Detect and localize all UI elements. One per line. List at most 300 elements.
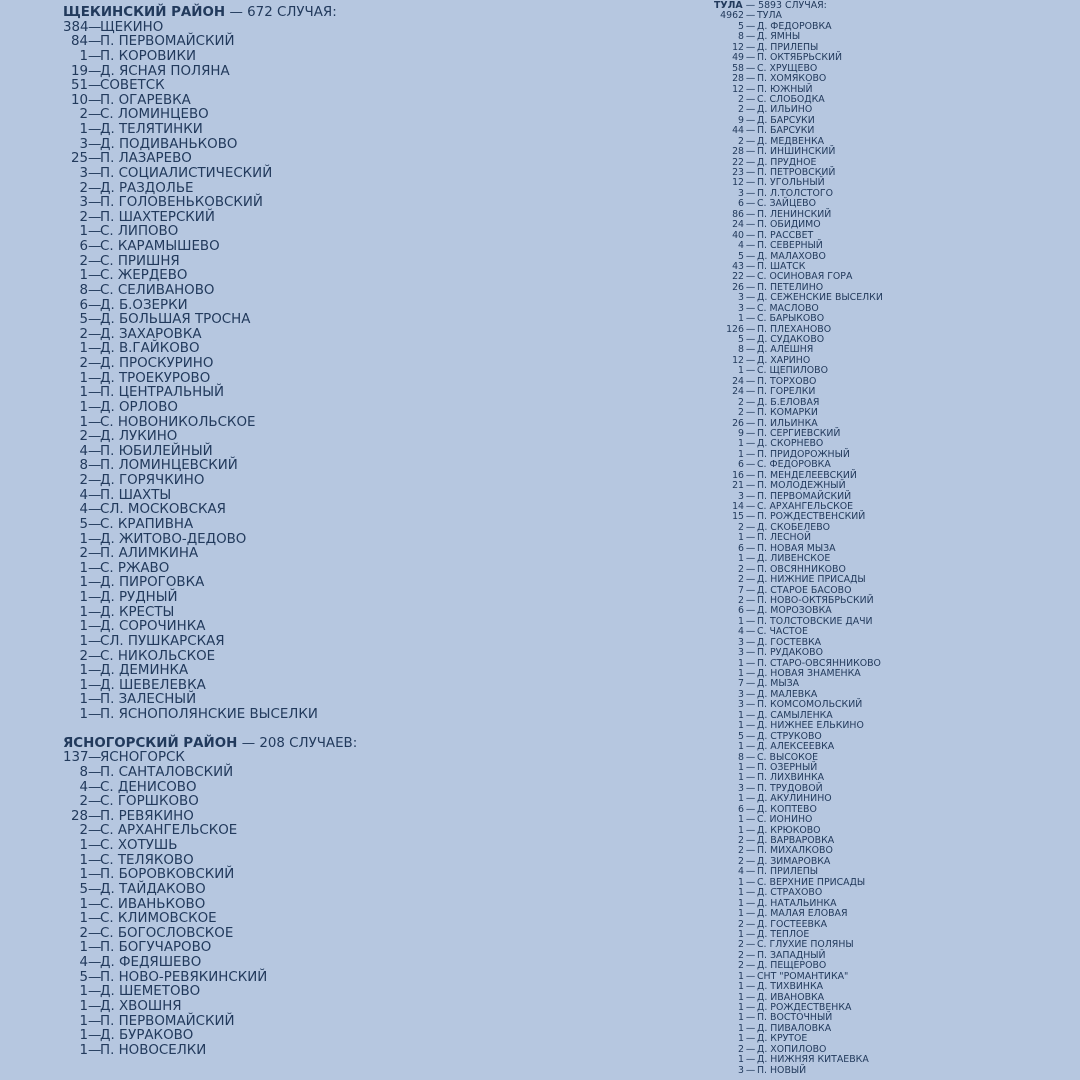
dash-separator: — (88, 619, 102, 635)
dash-separator: — (745, 928, 756, 940)
case-count: 2 (79, 794, 88, 810)
case-count: 1 (738, 897, 744, 909)
dash-separator: — (88, 808, 102, 824)
case-count: 3 (738, 782, 744, 794)
case-entry-row (63, 1044, 357, 1059)
case-entry-row (63, 416, 357, 431)
case-entry-row (63, 912, 357, 927)
place-name: Д. РАЗДОЛЬЕ (100, 180, 194, 196)
case-entry-row (63, 518, 357, 533)
case-count: 1 (738, 553, 744, 565)
case-entry-row (63, 269, 357, 284)
case-count: 2 (738, 845, 744, 857)
case-entry-row (714, 241, 883, 251)
dash-separator: — (745, 334, 756, 345)
place-name: П. УГОЛЬНЫЙ (757, 177, 825, 189)
dash-separator: — (745, 302, 756, 314)
place-name: П. ПЕРВОМАЙСКИЙ (757, 490, 852, 502)
section-title: ТУЛА (714, 0, 743, 11)
dash-separator: — (88, 502, 102, 518)
case-count: 1 (79, 896, 88, 912)
dash-separator: — (745, 208, 756, 220)
dash-separator: — (745, 427, 756, 439)
place-name: П. ОЗЕРНЫЙ (757, 761, 818, 773)
case-count: 1 (79, 1013, 88, 1029)
case-count: 16 (732, 469, 744, 481)
case-entry-row (63, 810, 357, 825)
place-name: П. ХОМЯКОВО (757, 73, 827, 85)
case-count: 3 (738, 292, 744, 304)
dash-separator: — (88, 151, 102, 167)
case-entry-row (63, 839, 357, 854)
place-name: С. ЖЕРДЕВО (100, 268, 188, 284)
place-name: П. ЛЕНИНСКИЙ (757, 208, 832, 220)
case-entry-row (63, 751, 357, 766)
case-entry-row (63, 430, 357, 445)
case-count: 1 (79, 399, 88, 415)
place-name: П. БАРСУКИ (757, 125, 815, 137)
district-section (714, 1, 883, 1076)
dash-separator: — (745, 250, 756, 262)
case-entry-row (63, 620, 357, 635)
place-name: С. ГОРШКОВО (100, 794, 199, 810)
case-entry-row (63, 108, 357, 123)
dash-separator: — (745, 1054, 756, 1066)
case-count: 24 (732, 219, 744, 231)
case-count: 4 (738, 240, 744, 252)
case-entry-row (63, 503, 357, 518)
case-entry-row (63, 693, 357, 708)
place-name: Д. МАЛАЯ ЕЛОВАЯ (757, 908, 848, 920)
dash-separator: — (88, 663, 102, 679)
case-count: 1 (79, 1028, 88, 1044)
dash-separator: — (745, 271, 756, 283)
case-count: 1 (738, 1002, 744, 1013)
case-count: 1 (79, 224, 88, 240)
place-name: Д. ГОСТЕЕВКА (757, 918, 828, 930)
place-name: Д. АЛЕШНЯ (757, 344, 814, 356)
case-count: 2 (738, 93, 744, 105)
place-name: СЛ. ПУШКАРСКАЯ (100, 633, 225, 649)
dash-separator: — (745, 240, 756, 252)
place-name: Д. ИВАНОВКА (757, 991, 825, 1003)
section-title: ЯСНОГОРСКИЙ РАЙОН (63, 735, 238, 751)
dash-separator: — (88, 107, 102, 123)
place-name: Д. ДЕМИНКА (100, 663, 189, 679)
place-name: П. ЗАПАДНЫЙ (757, 949, 826, 961)
case-count: 1 (79, 370, 88, 386)
case-count: 8 (738, 31, 744, 43)
case-count: 12 (732, 41, 744, 53)
case-count: 44 (732, 125, 744, 137)
dash-separator: — (88, 823, 102, 839)
case-count: 2 (738, 855, 744, 867)
case-entry-row (63, 1000, 357, 1015)
place-name: П. ЯСНОПОЛЯНСКИЕ ВЫСЕЛКИ (100, 707, 318, 722)
place-name: Д. В.ГАЙКОВО (100, 341, 200, 357)
dash-separator: — (88, 195, 102, 211)
place-name: С. ГЛУХИЕ ПОЛЯНЫ (757, 939, 854, 951)
dash-separator: — (745, 835, 756, 846)
place-name: С. РЖАВО (100, 560, 170, 576)
place-name: П. СОЦИАЛИСТИЧЕСКИЙ (100, 165, 273, 181)
dash-separator: — (88, 1028, 102, 1044)
place-name: П. ОГАРЕВКА (100, 92, 191, 108)
case-count: 51 (70, 78, 88, 94)
case-count: 1 (738, 313, 744, 325)
case-count: 8 (738, 751, 744, 763)
place-name: П. НОВО-ОКТЯБРЬСКИЙ (757, 594, 874, 606)
case-count: 1 (79, 604, 88, 620)
case-count: 12 (732, 354, 744, 366)
dash-separator: — (745, 814, 756, 826)
place-name: П. ЛАЗАРЕВО (100, 151, 192, 167)
dash-separator: — (745, 897, 756, 909)
dash-separator: — (745, 219, 756, 231)
case-count: 1 (79, 575, 88, 591)
dash-separator: — (745, 647, 756, 659)
dash-separator: — (745, 699, 756, 711)
case-count: 2 (738, 939, 744, 951)
case-count: 1 (738, 657, 744, 669)
place-name: Д. ТЕПЛОЕ (757, 928, 810, 940)
dash-separator: — (745, 135, 756, 147)
place-name: Д. ФЕДОРОВКА (757, 20, 832, 32)
place-name: Д. НИЖНЕЕ ЕЛЬКИНО (757, 720, 864, 732)
place-name: Д. СТРАХОВО (757, 887, 823, 899)
case-count: 4962 (720, 10, 744, 22)
case-count: 26 (732, 417, 744, 429)
place-name: Д. ПРОСКУРИНО (100, 356, 214, 371)
dash-separator: — (88, 63, 102, 79)
case-count: 22 (732, 156, 744, 168)
dash-separator: — (745, 730, 756, 742)
case-entry-row (63, 65, 357, 80)
case-count: 1 (738, 876, 744, 888)
dash-separator: — (88, 764, 102, 780)
place-name: Д. СУДАКОВО (757, 334, 825, 345)
dash-separator: — (88, 925, 102, 941)
case-count: 1 (79, 633, 88, 649)
case-count: 1 (79, 385, 88, 401)
place-name: П. ПЕТЕЛИНО (757, 281, 824, 293)
dash-separator: — (88, 180, 102, 196)
case-count: 2 (79, 925, 88, 941)
place-name: Д. ОРЛОВО (100, 399, 178, 415)
case-count: 1 (79, 122, 88, 137)
place-name: Д. ГОРЯЧКИНО (100, 473, 205, 488)
case-entry-row (63, 255, 357, 270)
place-name: Д. ВАРВАРОВКА (757, 835, 835, 846)
place-name: Д. НИЖНИЕ ПРИСАДЫ (757, 574, 866, 586)
case-count: 22 (732, 271, 744, 283)
case-count: 1 (738, 438, 744, 450)
case-count: 3 (738, 187, 744, 199)
dash-separator: — (745, 93, 756, 105)
dash-separator: — (745, 407, 756, 419)
case-entry-row (63, 50, 357, 65)
place-name: Д. ИЛЬИНО (757, 104, 813, 116)
dash-separator: — (745, 584, 756, 596)
place-name: П. ЛИХВИНКА (757, 772, 825, 784)
case-entry-row (63, 708, 357, 723)
place-name: Д. КРЕСТЫ (100, 604, 175, 620)
dash-separator: — (88, 794, 102, 810)
place-name: П. БОРОВКОВСКИЙ (100, 867, 235, 883)
case-count: 4 (79, 502, 88, 518)
case-count: 1 (738, 908, 744, 920)
dash-separator: — (745, 678, 756, 690)
dash-separator: — (745, 20, 756, 32)
case-entry-row (63, 79, 357, 94)
case-entry-row (63, 342, 357, 357)
districts-column-right (714, 1, 883, 1076)
case-count: 7 (738, 584, 744, 596)
case-entry-row (63, 985, 357, 1000)
dash-separator: — (88, 998, 102, 1014)
dash-separator: — (745, 521, 756, 533)
dash-separator: — (745, 146, 756, 158)
dash-separator: — (745, 511, 756, 523)
place-name: П. ЮБИЛЕЙНЫЙ (100, 443, 213, 459)
case-entry-row (63, 562, 357, 577)
case-count: 1 (738, 991, 744, 1003)
dash-separator: — (745, 688, 756, 700)
dash-separator: — (88, 48, 102, 64)
place-name: С. ПРИШНЯ (100, 253, 180, 269)
place-name: Д. ХОПИЛОВО (757, 1043, 827, 1055)
case-count: 6 (738, 542, 744, 554)
district-section (63, 737, 357, 1059)
dash-separator: — (88, 881, 102, 897)
place-name: П. ПЛЕХАНОВО (757, 323, 832, 335)
dash-separator: — (745, 1033, 756, 1045)
case-entry-row (714, 74, 883, 84)
case-count: 1 (79, 268, 88, 284)
dash-separator: — (745, 167, 756, 178)
case-count: 1 (738, 824, 744, 836)
case-count: 3 (738, 699, 744, 711)
case-count: 8 (738, 344, 744, 356)
case-entry-row (63, 123, 357, 138)
place-name: Д. ХВОШНЯ (100, 998, 182, 1014)
case-count: 7 (738, 678, 744, 690)
case-count: 1 (738, 981, 744, 993)
place-name: П. НОВО-РЕВЯКИНСКИЙ (100, 969, 268, 985)
case-entry-row (63, 1029, 357, 1044)
dash-separator: — (88, 575, 102, 591)
place-name: СЛ. МОСКОВСКАЯ (100, 502, 226, 518)
case-entry-row (63, 240, 357, 255)
dash-separator: — (745, 605, 756, 617)
dash-separator: — (745, 542, 756, 554)
case-count: 8 (79, 282, 88, 298)
case-count: 4 (79, 443, 88, 459)
dash-separator: — (745, 229, 756, 241)
place-name: П. РОЖДЕСТВЕНСКИЙ (757, 511, 866, 523)
place-name: Д. ЯМНЫ (757, 31, 801, 43)
dash-separator: — (88, 268, 102, 284)
case-entry-row (63, 971, 357, 986)
dash-separator: — (745, 1022, 756, 1034)
dash-separator: — (745, 741, 756, 753)
dash-separator: — (745, 615, 756, 627)
dash-separator: — (88, 955, 102, 970)
case-count: 3 (738, 636, 744, 648)
case-count: 23 (732, 167, 744, 178)
dash-separator: — (745, 187, 756, 199)
case-count: 2 (79, 180, 88, 196)
place-name: Д. БОЛЬШАЯ ТРОСНА (100, 312, 251, 328)
place-name: С. ИВАНЬКОВО (100, 896, 206, 912)
case-entry-row (63, 401, 357, 416)
case-count: 14 (732, 501, 744, 512)
dash-separator: — (745, 10, 756, 22)
place-name: Д. МАЛАХОВО (757, 250, 826, 262)
dash-separator: — (745, 991, 756, 1003)
dash-separator: — (88, 78, 102, 94)
dash-separator: — (745, 104, 756, 116)
place-name: П. ШАТСК (757, 260, 806, 272)
place-name: Д. СТАРОЕ БАСОВО (757, 584, 852, 596)
place-name: П. РЕВЯКИНО (100, 808, 194, 824)
place-name: Д. МАЛЕВКА (757, 688, 818, 700)
case-count: 3 (738, 647, 744, 659)
dash-separator: — (745, 793, 756, 805)
dash-separator: — (745, 563, 756, 575)
dash-separator: — (745, 782, 756, 794)
dash-separator: — (745, 960, 756, 972)
place-name: П. ПРИЛЕПЫ (757, 866, 819, 878)
case-count: 1 (79, 531, 88, 547)
dash-separator: — (88, 590, 102, 605)
place-name: П. ШАХТЕРСКИЙ (100, 209, 215, 225)
place-name: С. ВЫСОКОЕ (757, 751, 819, 763)
dash-separator: — (88, 92, 102, 108)
case-count: 3 (738, 302, 744, 314)
place-name: Д. ТИХВИНКА (757, 981, 824, 993)
place-name: Д. ЗАХАРОВКА (100, 326, 202, 342)
dash-separator: — (88, 604, 102, 620)
place-name: Д. БУРАКОВО (100, 1028, 194, 1044)
case-count: 24 (732, 375, 744, 387)
case-count: 2 (738, 949, 744, 961)
case-count: 2 (79, 253, 88, 269)
dash-separator: — (88, 867, 102, 883)
case-count: 86 (732, 208, 744, 220)
place-name: П. КОРОВИКИ (100, 48, 196, 64)
case-count: 2 (738, 1043, 744, 1055)
case-entry-row (63, 635, 357, 650)
place-name: Д. ГОСТЕВКА (757, 636, 822, 648)
dash-separator: — (88, 429, 102, 445)
case-count: 1 (738, 1012, 744, 1024)
place-name: Д. СОРОЧИНКА (100, 619, 206, 635)
dash-separator: — (88, 838, 102, 853)
dash-separator: — (745, 1012, 756, 1024)
case-entry-row (63, 868, 357, 883)
case-count: 21 (732, 480, 744, 492)
place-name: Д. Б.ЕЛОВАЯ (757, 396, 820, 408)
case-count: 1 (738, 448, 744, 460)
case-entry-row (63, 386, 357, 401)
place-name: С. АРХАНГЕЛЬСКОЕ (100, 823, 238, 839)
case-count: 2 (79, 648, 88, 664)
case-count: 3 (738, 490, 744, 502)
case-count: 1 (738, 741, 744, 753)
place-name: Д. НОВАЯ ЗНАМЕНКА (757, 668, 861, 679)
place-name: П. ГОРЕЛКИ (757, 386, 816, 398)
dash-separator: — (745, 323, 756, 335)
place-name: Д. ШЕМЕТОВО (100, 984, 201, 1000)
dash-separator: — (745, 480, 756, 492)
dash-separator: — (88, 692, 102, 708)
place-name: П. КОМАРКИ (757, 407, 818, 419)
dash-separator: — (88, 531, 102, 547)
case-entry-row (63, 152, 357, 167)
case-count: 4 (738, 626, 744, 638)
place-name: Д. СЕЖЕНСКИЕ ВЫСЕЛКИ (757, 292, 883, 304)
case-count: 1 (738, 709, 744, 721)
case-count: 1 (738, 668, 744, 679)
case-count: 2 (79, 356, 88, 371)
dash-separator: — (745, 156, 756, 168)
case-count: 1 (79, 48, 88, 64)
place-name: С. ЩЕПИЛОВО (757, 365, 828, 377)
case-entry-row (63, 1015, 357, 1030)
place-name: Д. МОРОЗОВКА (757, 605, 832, 617)
case-count: 8 (79, 458, 88, 474)
dash-separator: — (88, 370, 102, 386)
dash-separator: — (88, 969, 102, 985)
case-entry-row (63, 781, 357, 796)
dash-separator: — (745, 855, 756, 867)
place-name: С. КРАПИВНА (100, 516, 194, 532)
place-name: Д. КОПТЕВО (757, 803, 817, 815)
dash-separator: — (745, 876, 756, 888)
place-name: ЩЕКИНО (100, 19, 164, 35)
dash-separator: — (88, 750, 102, 766)
dash-separator: — (745, 824, 756, 836)
district-section (63, 6, 357, 723)
case-count: 1 (79, 838, 88, 853)
case-count: 1 (79, 619, 88, 635)
case-entry-row (63, 459, 357, 474)
case-count: 1 (79, 998, 88, 1014)
place-name: Д. ПЕЩЕРОВО (757, 960, 827, 972)
case-entry-row (63, 211, 357, 226)
dash-separator: — (745, 970, 756, 982)
place-name: П. РУДАКОВО (757, 647, 823, 659)
case-count: 1 (738, 532, 744, 544)
case-entry-row (714, 982, 883, 992)
dash-separator: — (88, 896, 102, 912)
case-count: 43 (732, 260, 744, 272)
dash-separator: — (88, 487, 102, 503)
place-name: Д. ПОДИВАНЬКОВО (100, 136, 238, 152)
case-count: 26 (732, 281, 744, 293)
place-name: С. ЧАСТОЕ (757, 626, 808, 638)
dash-separator: — (745, 939, 756, 951)
place-name: П. ЛЕСНОЙ (757, 532, 811, 544)
dash-separator: — (745, 125, 756, 137)
case-count: 6 (738, 198, 744, 210)
place-name: Д. АКУЛИНИНО (757, 793, 832, 805)
case-entry-row (714, 575, 883, 585)
dash-separator: — (88, 516, 102, 532)
case-count: 5 (79, 516, 88, 532)
case-entry-row (63, 474, 357, 489)
